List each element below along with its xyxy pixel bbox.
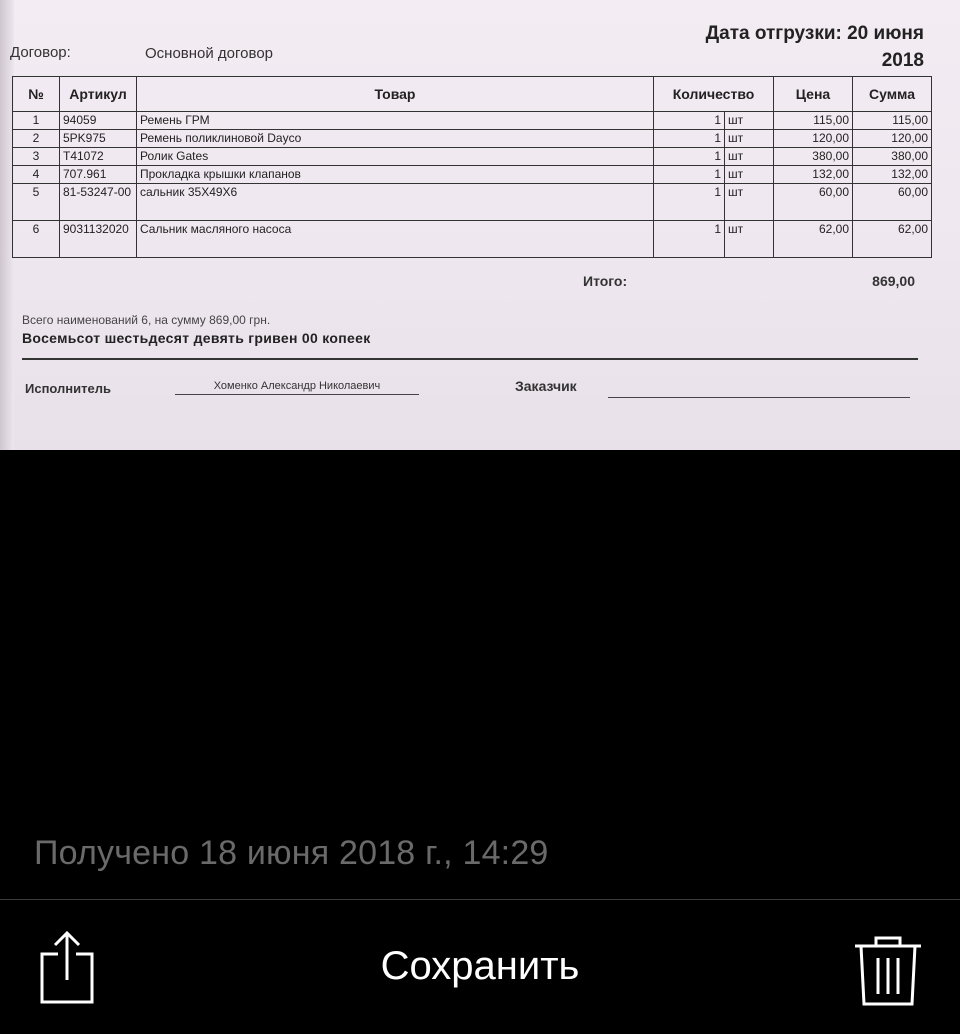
cell-qty: 1 [654,148,725,166]
amount-in-words: Восемьсот шестьдесят девять гривен 00 копеек [22,330,371,346]
cell-sum: 120,00 [853,130,932,148]
executor-label: Исполнитель [25,381,111,396]
cell-no: 2 [13,130,60,148]
table-row [13,112,932,130]
total-value: 869,00 [872,273,915,289]
share-icon[interactable] [36,930,98,1006]
invoice-photo [0,0,960,450]
cell-unit: шт [725,184,774,221]
shipment-date-line2: 2018 [881,50,924,71]
cell-unit: шт [725,130,774,148]
cell-no: 6 [13,221,60,258]
cell-qty: 1 [654,130,725,148]
cell-price: 380,00 [774,148,853,166]
cell-article: 707.961 [60,166,137,184]
cell-price: 60,00 [774,184,853,221]
cell-name: Ролик Gates [137,148,654,166]
contract-label: Договор: [10,44,71,61]
table-row [13,184,932,221]
cell-name: Прокладка крышки клапанов [137,166,654,184]
cell-price: 132,00 [774,166,853,184]
contract-value: Основной договор [145,45,273,62]
cell-article: 9031132020 [60,221,137,258]
cell-name: Ремень поликлиновой Dayco [137,130,654,148]
bottom-toolbar [0,900,960,1034]
cell-no: 1 [13,112,60,130]
cell-sum: 380,00 [853,148,932,166]
cell-price: 120,00 [774,130,853,148]
received-timestamp: Получено 18 июня 2018 г., 14:29 [34,834,549,872]
divider-line [22,358,918,360]
cell-article: 94059 [60,112,137,130]
cell-no: 4 [13,166,60,184]
invoice-table [12,76,932,258]
cell-unit: шт [725,148,774,166]
cell-sum: 60,00 [853,184,932,221]
customer-signature-line [608,397,910,398]
cell-article: T41072 [60,148,137,166]
cell-article: 81-53247-00 [60,184,137,221]
customer-label: Заказчик [515,378,577,394]
executor-name: Хоменко Александр Николаевич [175,380,419,395]
table-row [13,148,932,166]
shipment-date-line1: Дата отгрузки: 20 июня [705,23,924,44]
total-label: Итого: [583,273,628,289]
column-header: Артикул [60,77,137,112]
cell-no: 5 [13,184,60,221]
shipment-date [706,20,924,74]
cell-article: 5PK975 [60,130,137,148]
column-header: № [13,77,60,112]
cell-name: Сальник масляного насоса [137,221,654,258]
cell-price: 62,00 [774,221,853,258]
cell-no: 3 [13,148,60,166]
summary-text: Всего наименований 6, на сумму 869,00 грн. [22,313,271,327]
save-button[interactable]: Сохранить [330,944,630,989]
column-header: Цена [774,77,853,112]
cell-unit: шт [725,112,774,130]
column-header: Сумма [853,77,932,112]
cell-qty: 1 [654,112,725,130]
cell-sum: 115,00 [853,112,932,130]
cell-name: сальник 35X49X6 [137,184,654,221]
trash-icon[interactable] [852,934,924,1008]
cell-qty: 1 [654,184,725,221]
cell-sum: 132,00 [853,166,932,184]
table-row [13,130,932,148]
column-header: Количество [654,77,774,112]
cell-price: 115,00 [774,112,853,130]
table-header-row [13,77,932,112]
cell-qty: 1 [654,166,725,184]
column-header: Товар [137,77,654,112]
cell-unit: шт [725,221,774,258]
table-row [13,221,932,258]
cell-qty: 1 [654,221,725,258]
cell-unit: шт [725,166,774,184]
cell-name: Ремень ГРМ [137,112,654,130]
table-row [13,166,932,184]
cell-sum: 62,00 [853,221,932,258]
